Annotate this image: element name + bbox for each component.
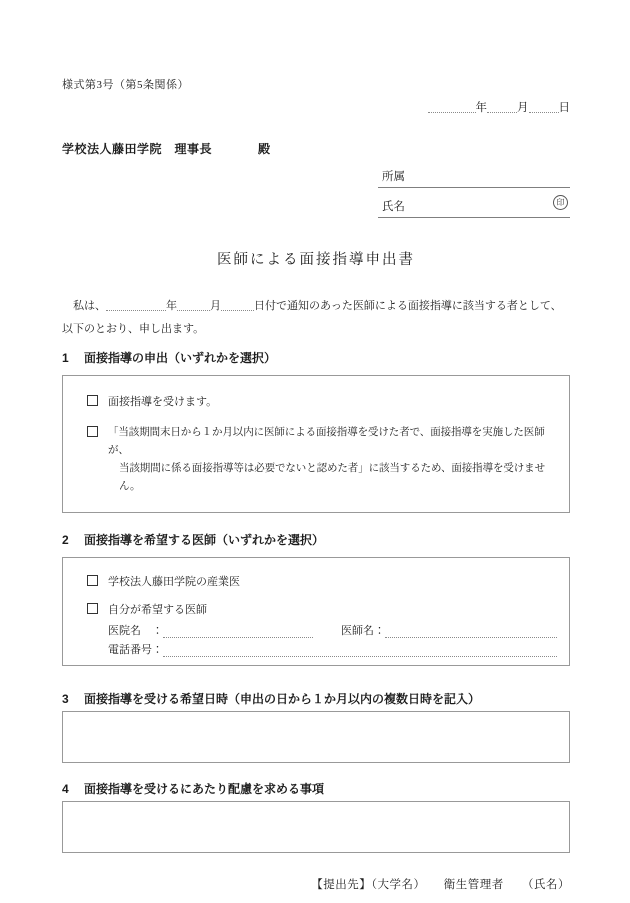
phone-number-label: 電話番号： [108,644,163,656]
intro-lead: 私は、 [73,300,106,312]
section3-number: 3 [62,692,69,706]
section4-title: 面接指導を受けるにあたり配慮を求める事項 [84,782,325,796]
option-decline-guidance [87,424,557,496]
section2-title: 面接指導を希望する医師（いずれかを選択） [84,533,325,547]
consideration-input-box[interactable] [62,801,570,853]
seal-icon: 印 [553,195,568,210]
option-receive-guidance [87,393,557,411]
intro-year-label: 年 [166,300,177,312]
intro-month-label: 月 [210,300,221,312]
addressee-line [62,140,570,157]
checkbox-icon[interactable] [87,426,98,437]
affiliation-field[interactable] [405,170,570,184]
name-row [378,194,570,218]
option-label [108,424,557,496]
intro-line2: 以下のとおり、申し出ます。 [62,323,205,335]
name-label: 氏名 [382,201,405,213]
option-label: 面接指導を受けます。 [108,396,218,408]
identity-block [378,164,570,218]
doctor-name-label: 医師名： [341,625,385,637]
affiliation-label: 所属 [382,171,405,183]
option-label: 学校法人藤田学院の産業医 [108,576,240,588]
intro-paragraph [62,295,570,341]
option-line1: 「当該期間末日から１か月以内に医師による面接指導を受けた者で、面接指導を実施した医師が、 [108,427,545,456]
intro-year-field[interactable] [106,299,166,311]
section2-box [62,557,570,666]
section1-title: 面接指導の申出（いずれかを選択） [84,351,277,365]
addressee: 学校法人藤田学院 理事長 [62,142,213,156]
option-own-doctor [87,601,557,619]
intro-rest: 日付で通知のあった医師による面接指導に該当する者として、 [254,300,562,312]
name-field[interactable] [405,200,570,214]
day-label: 日 [558,102,570,114]
phone-row [108,638,557,657]
section4-heading [62,782,570,797]
clinic-name-label: 医院名 ： [108,625,163,637]
year-label: 年 [475,102,487,114]
submission-destination: 【提出先】（大学名） 衛生管理者 （氏名） [311,879,570,891]
checkbox-icon[interactable] [87,395,98,406]
phone-number-field[interactable] [163,643,557,657]
section3-heading [62,692,570,707]
section1-number: 1 [62,351,69,365]
honorific: 殿 [258,142,271,156]
day-field[interactable] [529,101,559,113]
checkbox-icon[interactable] [87,603,98,614]
clinic-doctor-row [108,619,557,638]
option-line2: 当該期間に係る面接指導等は必要でないと認めた者」に該当するため、面接指導を受けません。 [119,463,545,492]
section2-heading [62,533,570,548]
clinic-name-field[interactable] [163,624,313,638]
month-label: 月 [517,102,529,114]
intro-month-field[interactable] [177,299,210,311]
year-field[interactable] [428,101,476,113]
section1-box [62,375,570,513]
date-line [62,99,570,115]
option-label: 自分が希望する医師 [108,604,207,616]
doctor-detail-fields [108,619,557,657]
section3-title: 面接指導を受ける希望日時（申出の日から１か月以内の複数日時を記入） [84,692,481,706]
desired-datetime-input-box[interactable] [62,711,570,763]
section1-heading [62,351,570,366]
intro-day-field[interactable] [221,299,254,311]
checkbox-icon[interactable] [87,575,98,586]
page-title: 医師による面接指導申出書 [217,252,415,268]
month-field[interactable] [487,101,517,113]
form-number: 様式第3号（第5条関係） [62,79,189,91]
affiliation-row [378,164,570,188]
option-school-physician [87,573,557,591]
section4-number: 4 [62,782,69,796]
section2-number: 2 [62,533,69,547]
doctor-name-field[interactable] [385,624,557,638]
